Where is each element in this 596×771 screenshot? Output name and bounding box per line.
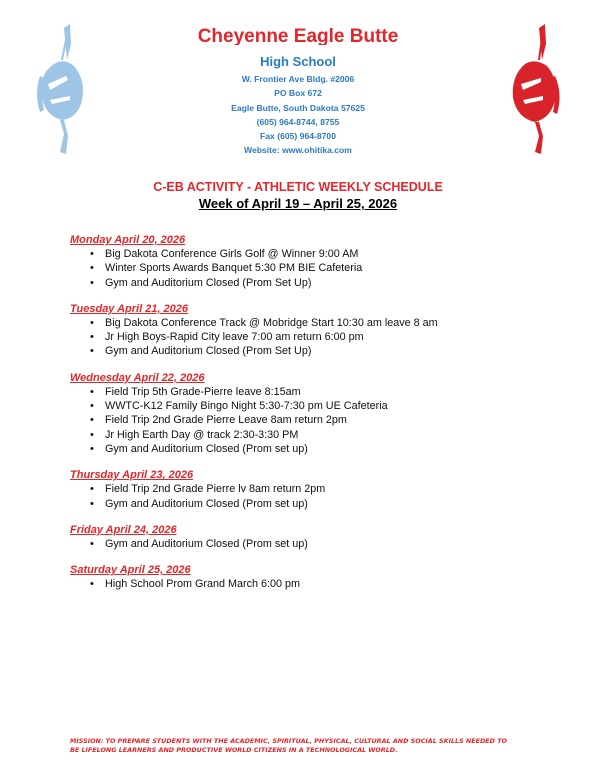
weekly-schedule	[70, 233, 570, 603]
event-item: • Gym and Auditorium Closed (Prom set up)	[70, 537, 570, 551]
event-item: • Gym and Auditorium Closed (Prom Set Up)	[70, 344, 570, 358]
event-item: • Gym and Auditorium Closed (Prom set up)	[70, 442, 570, 456]
event-list	[70, 537, 570, 551]
event-item: • WWTC-K12 Family Bingo Night 5:30-7:30 pm UE Cafeteria	[70, 399, 570, 413]
event-item: • Winter Sports Awards Banquet 5:30 PM BIE Cafeteria	[70, 261, 570, 275]
event-item: • Big Dakota Conference Track @ Mobridge Start 10:30 am leave 8 am	[70, 316, 570, 330]
day-heading: Thursday April 23, 2026	[70, 469, 194, 482]
school-subtitle: High School	[260, 54, 336, 69]
event-item: • High School Prom Grand March 6:00 pm	[70, 577, 570, 591]
contact-address: W. Frontier Ave Bldg. #2006	[241, 74, 355, 84]
day-heading: Monday April 20, 2026	[70, 234, 186, 246]
event-list	[70, 482, 570, 511]
day-thursday	[70, 468, 570, 511]
contact-phone: (605) 964-8744, 8755	[256, 116, 340, 127]
week-range: Week of April 19 – April 25, 2026	[198, 196, 398, 211]
event-item: • Gym and Auditorium Closed (Prom set up)	[70, 497, 570, 511]
event-item: • Big Dakota Conference Girls Golf @ Winner 9:00 AM	[70, 247, 570, 261]
event-item: • Field Trip 2nd Grade Pierre Leave 8am return 2pm	[70, 413, 570, 427]
day-saturday	[70, 563, 570, 591]
day-heading: Wednesday April 22, 2026	[70, 371, 205, 384]
contact-fax: Fax (605) 964-8700	[260, 131, 336, 142]
day-tuesday	[70, 302, 570, 359]
event-list	[70, 316, 570, 359]
day-heading: Friday April 24, 2026	[70, 523, 177, 536]
event-item: • Field Trip 2nd Grade Pierre lv 8am return 2pm	[70, 482, 570, 496]
event-list	[70, 577, 570, 591]
day-heading: Saturday April 25, 2026	[70, 564, 191, 577]
event-list	[70, 247, 570, 290]
contact-city: Eagle Butte, South Dakota 57625	[231, 102, 365, 113]
day-wednesday	[70, 371, 570, 456]
contact-website[interactable]: Website: www.ohitika.com	[244, 145, 352, 156]
school-name: Cheyenne Eagle Butte	[197, 26, 399, 45]
schedule-title: C-EB ACTIVITY - ATHLETIC WEEKLY SCHEDULE	[153, 180, 443, 194]
event-item: • Gym and Auditorium Closed (Prom Set Up)	[70, 276, 570, 290]
event-item: • Field Trip 5th Grade-Pierre leave 8:15am	[70, 385, 570, 399]
event-item: • Jr High Boys-Rapid City leave 7:00 am return 6:00 pm	[70, 330, 570, 344]
mission-statement: MISSION: TO PREPARE STUDENTS WITH THE ACADEMIC, SPIRITUAL, PHYSICAL, CULTURAL AND SOCIAL SKILLS NEEDED TO BE LIFELONG LEARNERS AND PRODUCTIVE WORLD CITIZENS IN A TECHNOLOGICAL WORLD.	[70, 737, 507, 754]
day-friday	[70, 523, 570, 551]
contact-po-box: PO Box 672	[274, 88, 322, 99]
day-monday	[70, 233, 570, 290]
event-item: • Jr High Earth Day @ track 2:30-3:30 PM	[70, 428, 570, 442]
day-heading: Tuesday April 21, 2026	[70, 302, 189, 315]
contact-block	[0, 72, 596, 158]
event-list	[70, 385, 570, 456]
